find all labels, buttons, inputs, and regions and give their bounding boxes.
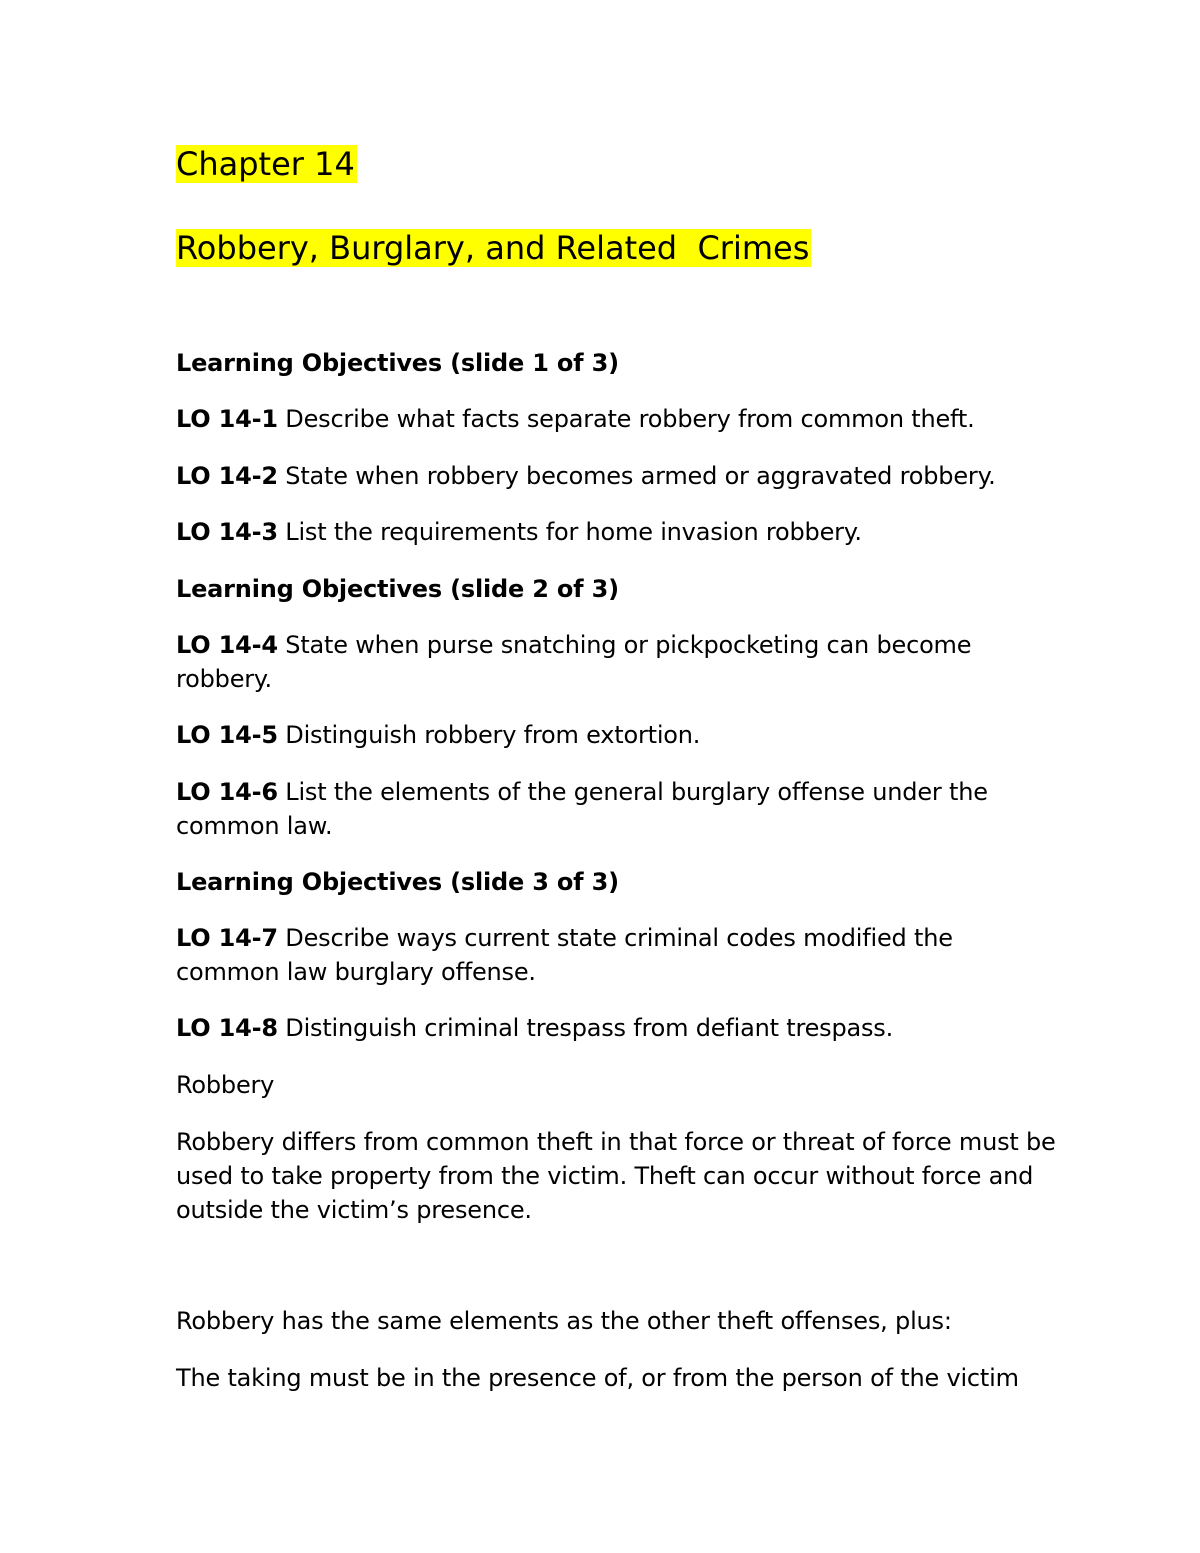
objective-code: LO 14-4 bbox=[176, 631, 278, 659]
chapter-title-highlight: Robbery, Burglary, and Related Crimes bbox=[176, 229, 810, 267]
objective-item bbox=[176, 921, 986, 989]
objective-text: Distinguish criminal trespass from defiant trespass. bbox=[277, 1014, 894, 1042]
objective-text: Describe what facts separate robbery from common theft. bbox=[277, 405, 975, 433]
chapter-title bbox=[176, 228, 811, 268]
objective-item bbox=[176, 402, 1056, 436]
robbery-paragraph: Robbery differs from common theft in that force or threat of force must be used to take property from the victim. Theft can occur without force and outside the victim’s presence. bbox=[176, 1128, 1056, 1224]
objective-item bbox=[176, 775, 1016, 843]
objective-item bbox=[176, 459, 1056, 493]
objective-code: LO 14-8 bbox=[176, 1014, 278, 1042]
chapter-heading bbox=[176, 144, 357, 184]
objective-code: LO 14-2 bbox=[176, 462, 278, 490]
objective-item bbox=[176, 1011, 1056, 1045]
objective-code: LO 14-7 bbox=[176, 924, 278, 952]
objective-text: List the elements of the general burglary offense under the common law. bbox=[176, 778, 988, 840]
objective-code: LO 14-5 bbox=[176, 721, 278, 749]
objective-code: LO 14-6 bbox=[176, 778, 278, 806]
objective-code: LO 14-1 bbox=[176, 405, 278, 433]
section-heading: Learning Objectives (slide 3 of 3) bbox=[176, 868, 619, 896]
objective-item bbox=[176, 515, 1056, 549]
objective-item bbox=[176, 628, 1016, 696]
objective-text: State when robbery becomes armed or aggravated robbery. bbox=[277, 462, 996, 490]
section-heading: Learning Objectives (slide 1 of 3) bbox=[176, 349, 619, 377]
elements-intro: Robbery has the same elements as the other theft offenses, plus: bbox=[176, 1307, 952, 1335]
objective-text: State when purse snatching or pickpocketing can become robbery. bbox=[176, 631, 972, 693]
robbery-heading: Robbery bbox=[176, 1071, 275, 1099]
objective-code: LO 14-3 bbox=[176, 518, 278, 546]
objective-text: Describe ways current state criminal codes modified the common law burglary offense. bbox=[176, 924, 953, 986]
elements-item: The taking must be in the presence of, or from the person of the victim bbox=[176, 1364, 1019, 1392]
chapter-highlight: Chapter 14 bbox=[176, 145, 355, 183]
section-heading: Learning Objectives (slide 2 of 3) bbox=[176, 575, 619, 603]
objective-text: List the requirements for home invasion robbery. bbox=[277, 518, 862, 546]
objective-item bbox=[176, 718, 1056, 752]
objective-text: Distinguish robbery from extortion. bbox=[277, 721, 701, 749]
